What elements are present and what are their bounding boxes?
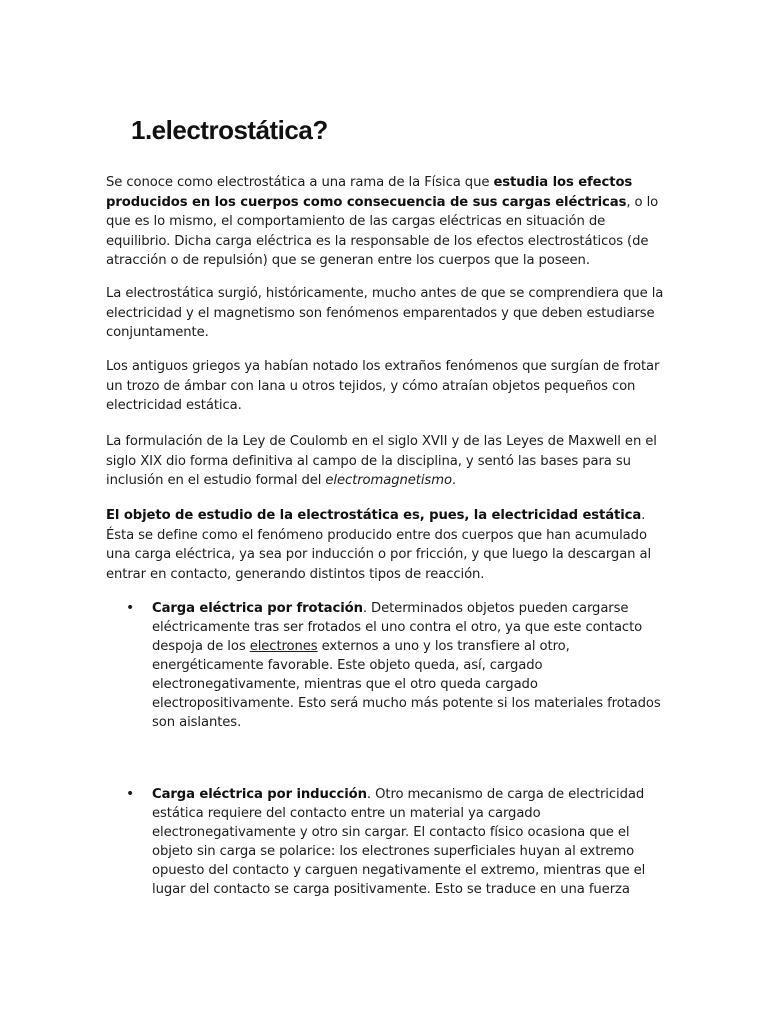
paragraph-definition-rest: , o lo que es lo mismo, el comportamiento de las cargas eléctricas en situación de equilibrio. Dicha carga eléctrica es la responsable de los efectos electrostáticos (de atracción o de repulsión) que se generan entre los cuerpos que la poseen.: [106, 194, 659, 268]
bullet-frotacion-body-end: externos a uno y los transfiere al otro, energéticamente favorable. Este objeto queda, así, cargado electronegativamente, mientras que el otro queda cargado electropositivamente. Esto será mucho más potente si los materiales frotados son aislantes.: [152, 639, 661, 730]
paragraph-definition: [106, 173, 666, 271]
bullet-frotacion-text: [152, 599, 662, 732]
bullet-induccion-body: . Otro mecanismo de carga de electricidad estática requiere del contacto entre un material ya cargado electronegativamente y otro sin cargar. El contacto físico ocasiona que el objeto sin carga se polarice: los electrones superficiales huyan al extremo opuesto del contacto y carguen negativamente el extremo, mientras que el lugar del contacto se carga positivamente. Esto se traduce en una fuerza: [152, 787, 646, 897]
bullet-marker: •: [126, 600, 135, 616]
paragraph-definition-intro: Se conoce como electrostática a una rama de la Física que: [106, 175, 494, 190]
bullet-induccion-text: [152, 785, 662, 899]
paragraph-coulomb-maxwell-text: La formulación de la Ley de Coulomb en el siglo XVII y de las Leyes de Maxwell en el siglo XIX dio forma definitiva al campo de la disciplina, y sentó las bases para su inclusión en el estudio formal del: [106, 434, 657, 488]
document-title: 1.electrostática?: [131, 115, 328, 145]
paragraph-coulomb-maxwell: [106, 432, 666, 491]
paragraph-study-object: [106, 506, 666, 584]
paragraph-history: La electrostática surgió, históricamente, mucho antes de que se comprendiera que la electricidad y el magnetismo son fenómenos emparentados y que deben estudiarse conjuntamente.: [106, 286, 664, 340]
electrones-link[interactable]: electrones: [249, 639, 318, 654]
paragraph-greeks: Los antiguos griegos ya habían notado los extraños fenómenos que surgían de frotar un trozo de ámbar con lana u otros tejidos, y cómo atraían objetos pequeños con electricidad estática.: [106, 359, 660, 413]
paragraph-coulomb-maxwell-end: .: [451, 473, 457, 488]
bullet-marker: •: [126, 786, 135, 802]
paragraph-definition-emphasis: estudia los efectos producidos en los cuerpos como consecuencia de sus cargas eléctricas: [106, 175, 633, 210]
paragraph-study-object-rest: . Ésta se define como el fenómeno producido entre dos cuerpos que han acumulado una carga eléctrica, ya sea por inducción o por fricción, y que luego la descargan al entrar en contacto, generando distintos tipos de reacción.: [106, 508, 652, 582]
bullet-frotacion-body: . Determinados objetos pueden cargarse eléctricamente tras ser frotados el uno contra el otro, ya que este contacto despoja de los: [152, 601, 643, 654]
bullet-induccion-heading: Carga eléctrica por inducción: [152, 787, 367, 802]
bullet-frotacion-heading: Carga eléctrica por frotación: [152, 601, 363, 616]
electromagnetismo-term: electromagnetismo: [325, 473, 452, 488]
paragraph-study-object-emphasis: El objeto de estudio de la electrostática es, pues, la electricidad estática: [106, 508, 642, 523]
